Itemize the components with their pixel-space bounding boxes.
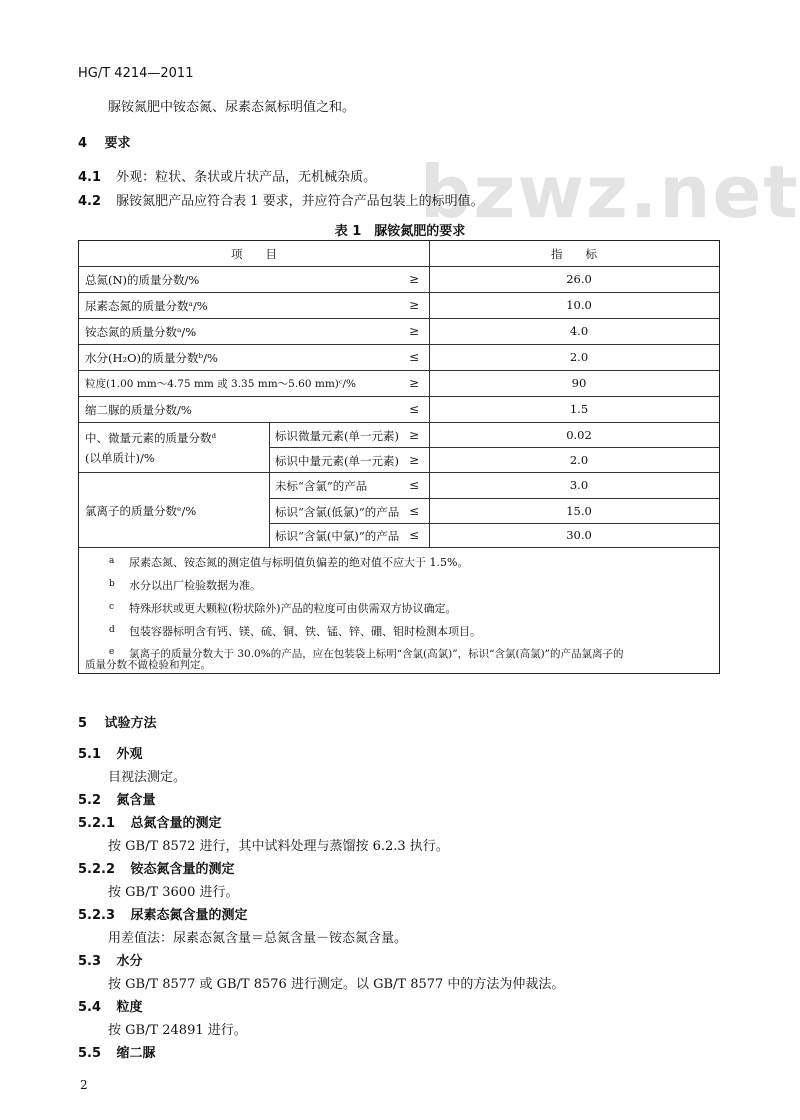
row-trace-element-label: 标识微量元素(单一元素) bbox=[275, 429, 399, 443]
section-4-heading bbox=[78, 132, 131, 151]
row-no-chlorine-label: 未标“含氯”的产品 bbox=[275, 479, 368, 493]
clause-5-1-heading bbox=[78, 743, 143, 762]
clause-5-1-body: 目视法测定。 bbox=[108, 770, 187, 785]
clause-5-5-title: 缩二脲 bbox=[116, 1046, 156, 1061]
clause-5-5-number: 5.5 bbox=[78, 1046, 102, 1061]
row-urea-nitrogen-symbol: ≥ bbox=[409, 298, 420, 312]
row-medium-element-symbol: ≥ bbox=[409, 453, 420, 467]
row-low-chlorine-label: 标识“含氯(低氯)”的产品 bbox=[275, 505, 400, 519]
clause-5-2-3-body: 用差值法：尿素态氮含量＝总氮含量－铵态氮含量。 bbox=[108, 931, 408, 946]
clause-5-2-2-body: 按 GB/T 3600 进行。 bbox=[108, 885, 239, 900]
clause-5-5-heading bbox=[78, 1042, 156, 1061]
clause-4-1-text: 外观：粒状、条状或片状产品，无机械杂质。 bbox=[116, 170, 377, 185]
note-a-mark: a bbox=[109, 556, 115, 566]
clause-5-2-title: 氮含量 bbox=[116, 793, 156, 808]
note-d-mark: d bbox=[109, 625, 115, 635]
row-total-nitrogen-value: 26.0 bbox=[566, 272, 592, 286]
row-biuret-symbol: ≤ bbox=[409, 402, 420, 416]
clause-4-1-number: 4.1 bbox=[78, 170, 102, 185]
clause-5-2-heading bbox=[78, 789, 156, 808]
group-chloride-label: 氯离子的质量分数ᵉ/% bbox=[85, 504, 197, 518]
row-biuret-label: 缩二脲的质量分数/% bbox=[85, 403, 192, 417]
row-medium-chlorine-label: 标识“含氯(中氯)”的产品 bbox=[275, 529, 400, 543]
section-5-heading bbox=[78, 712, 157, 731]
clause-5-2-1-title: 总氮含量的测定 bbox=[130, 816, 222, 831]
clause-4-2 bbox=[78, 190, 484, 209]
clause-5-2-1-heading bbox=[78, 812, 222, 831]
row-moisture-value: 2.0 bbox=[569, 350, 589, 364]
clause-4-2-number: 4.2 bbox=[78, 194, 102, 209]
table-note-a bbox=[109, 554, 468, 570]
section-5-number: 5 bbox=[78, 716, 88, 731]
clause-5-1-number: 5.1 bbox=[78, 747, 102, 762]
group-micro-elements-unit: (以单质计)/% bbox=[85, 451, 155, 465]
section-4-title: 要求 bbox=[104, 136, 131, 151]
row-medium-element-value: 2.0 bbox=[569, 453, 589, 467]
table-header-index: 指 标 bbox=[551, 247, 597, 261]
group-micro-elements-label: 中、微量元素的质量分数ᵈ bbox=[85, 431, 217, 445]
clause-5-4-title: 粒度 bbox=[116, 1000, 143, 1015]
note-b-mark: b bbox=[109, 579, 115, 589]
clause-4-2-text: 脲铵氮肥产品应符合表 1 要求，并应符合产品包装上的标明值。 bbox=[116, 194, 484, 209]
section-4-number: 4 bbox=[78, 136, 88, 151]
clause-5-3-heading bbox=[78, 950, 143, 969]
row-moisture-symbol: ≤ bbox=[409, 350, 420, 364]
clause-5-2-number: 5.2 bbox=[78, 793, 102, 808]
row-biuret-value: 1.5 bbox=[569, 402, 589, 416]
table-title: 表 1 脲铵氮肥的要求 bbox=[334, 224, 466, 239]
note-e-text: 氯离子的质量分数大于 30.0%的产品，应在包装袋上标明“含氯(高氯)”，标识“含氯(高氯)”的产品氯离子的 bbox=[129, 648, 624, 660]
row-medium-chlorine-value: 30.0 bbox=[566, 528, 592, 542]
note-c-mark: c bbox=[109, 602, 115, 612]
row-trace-element-value: 0.02 bbox=[566, 428, 592, 442]
watermark: bzwz.net bbox=[420, 150, 800, 234]
row-medium-chlorine-symbol: ≤ bbox=[409, 528, 420, 542]
table-note-e-continued: 质量分数不做检验和判定。 bbox=[85, 659, 211, 671]
row-trace-element-symbol: ≥ bbox=[409, 428, 420, 442]
row-ammonium-nitrogen-value: 4.0 bbox=[569, 324, 589, 338]
page-number: 2 bbox=[80, 1078, 88, 1092]
row-granularity-value: 90 bbox=[571, 376, 587, 390]
table-header-item: 项 目 bbox=[231, 247, 277, 261]
row-no-chlorine-symbol: ≤ bbox=[409, 478, 420, 492]
row-no-chlorine-value: 3.0 bbox=[569, 478, 589, 492]
clause-5-1-title: 外观 bbox=[116, 747, 143, 762]
standard-code: HG/T 4214—2011 bbox=[78, 66, 194, 81]
row-granularity-symbol: ≥ bbox=[409, 376, 420, 390]
note-a-text: 尿素态氮、铵态氮的测定值与标明值负偏差的绝对值不应大于 1.5%。 bbox=[129, 556, 469, 569]
clause-5-4-heading bbox=[78, 996, 143, 1015]
clause-4-1 bbox=[78, 166, 376, 185]
clause-5-2-3-heading bbox=[78, 904, 248, 923]
clause-5-3-body: 按 GB/T 8577 或 GB/T 8576 进行测定。以 GB/T 8577 中的方法为仲裁法。 bbox=[108, 977, 565, 992]
row-ammonium-nitrogen-symbol: ≥ bbox=[409, 324, 420, 338]
clause-5-2-1-body: 按 GB/T 8572 进行，其中试料处理与蒸馏按 6.2.3 执行。 bbox=[108, 839, 449, 854]
row-medium-element-label: 标识中量元素(单一元素) bbox=[275, 454, 399, 468]
clause-5-3-number: 5.3 bbox=[78, 954, 102, 969]
table-note-b bbox=[109, 577, 261, 593]
clause-5-2-3-title: 尿素态氮含量的测定 bbox=[130, 908, 248, 923]
table-note-d bbox=[109, 623, 481, 639]
row-ammonium-nitrogen-label: 铵态氮的质量分数ᵃ/% bbox=[85, 325, 197, 339]
row-total-nitrogen-label: 总氮(N)的质量分数/% bbox=[85, 273, 200, 287]
note-d-text: 包装容器标明含有钙、镁、硫、铜、铁、锰、锌、硼、钼时检测本项目。 bbox=[129, 625, 481, 638]
row-low-chlorine-value: 15.0 bbox=[566, 504, 592, 518]
clause-5-2-2-number: 5.2.2 bbox=[78, 862, 116, 877]
clause-5-2-1-number: 5.2.1 bbox=[78, 816, 116, 831]
row-granularity-label: 粒度(1.00 mm～4.75 mm 或 3.35 mm～5.60 mm)ᶜ/% bbox=[85, 378, 357, 390]
note-e-mark: e bbox=[109, 647, 115, 657]
section-5-title: 试验方法 bbox=[104, 716, 157, 731]
table-note-c bbox=[109, 600, 457, 616]
clause-5-2-2-heading bbox=[78, 858, 235, 877]
clause-5-3-title: 水分 bbox=[116, 954, 143, 969]
clause-5-2-3-number: 5.2.3 bbox=[78, 908, 116, 923]
intro-text: 脲铵氮肥中铵态氮、尿素态氮标明值之和。 bbox=[108, 100, 356, 115]
clause-5-2-2-title: 铵态氮含量的测定 bbox=[130, 862, 235, 877]
row-low-chlorine-symbol: ≤ bbox=[409, 504, 420, 518]
row-total-nitrogen-symbol: ≥ bbox=[409, 272, 420, 286]
row-moisture-label: 水分(H₂O)的质量分数ᵇ/% bbox=[85, 351, 218, 365]
requirements-table bbox=[78, 240, 720, 674]
clause-5-4-number: 5.4 bbox=[78, 1000, 102, 1015]
row-urea-nitrogen-value: 10.0 bbox=[566, 298, 592, 312]
row-urea-nitrogen-label: 尿素态氮的质量分数ᵃ/% bbox=[85, 299, 208, 313]
note-b-text: 水分以出厂检验数据为准。 bbox=[129, 579, 261, 592]
note-c-text: 特殊形状或更大颗粒(粉状除外)产品的粒度可由供需双方协议确定。 bbox=[129, 602, 457, 615]
clause-5-4-body: 按 GB/T 24891 进行。 bbox=[108, 1023, 247, 1038]
